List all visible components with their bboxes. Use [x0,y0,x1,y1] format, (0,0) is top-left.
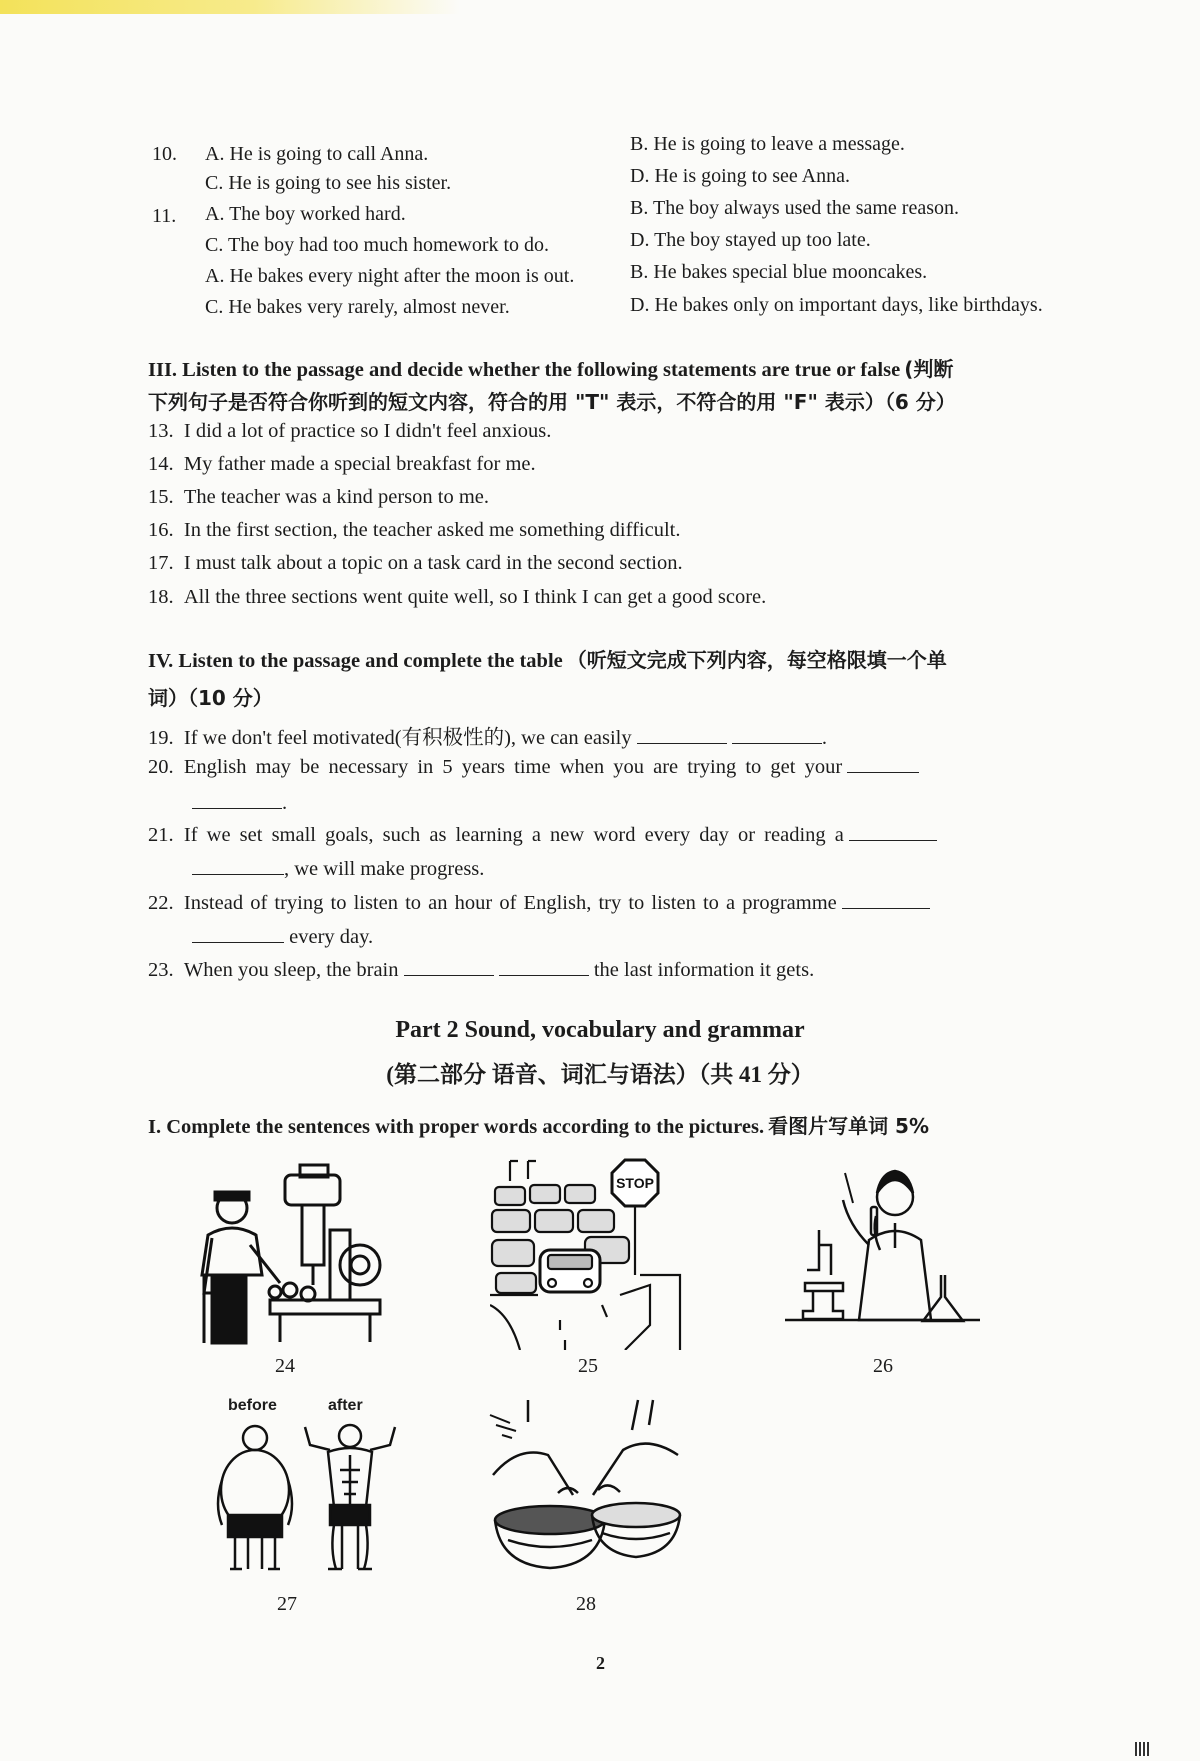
statement-item: 15. The teacher was a kind person to me. [148,486,489,508]
picture-label: 25 [578,1355,598,1377]
before-caption: before [228,1397,277,1414]
answer-blank[interactable] [192,924,284,943]
picture-label: 28 [576,1593,596,1615]
option-a: A. The boy worked hard. [205,203,406,225]
statement-item: 14. My father made a special breakfast for me. [148,453,536,475]
picture-label: 26 [873,1355,893,1377]
factory-worker-machine-illustration [190,1160,390,1345]
option-d: D. He bakes only on important days, like birthdays. [630,294,1043,316]
after-caption: after [328,1397,363,1414]
section-heading: IV. Listen to the passage and complete the table （听短文完成下列内容，每空格限填一个单 [148,648,947,672]
answer-blank[interactable] [192,856,284,875]
answer-blank[interactable] [192,790,282,809]
answer-blank[interactable] [732,725,822,744]
section-heading-cn: 下列句子是否符合你听到的短文内容，符合的用 "T" 表示，不符合的用 "F" 表示）（6 分） [148,390,956,414]
option-a: A. He bakes every night after the moon is out. [205,265,575,287]
traffic-jam-stop-sign-illustration [490,1155,685,1350]
statement-item: 17. I must talk about a topic on a task card in the second section. [148,552,683,574]
fill-item-19: 19. If we don't feel motivated(有积极性的), we can easily . [148,727,827,749]
fill-item-20-cont: . [192,790,287,815]
option-c: C. The boy had too much homework to do. [205,234,550,256]
option-c: C. He is going to see his sister. [205,172,452,194]
fill-item-22: 22. Instead of trying to listen to an hour of English, try to listen to a programme [148,890,930,915]
option-d: D. He is going to see Anna. [630,165,850,187]
qr-code-icon [1135,1742,1149,1756]
section-heading-cn: 词）（10 分） [148,686,273,710]
part-title: Part 2 Sound, vocabulary and grammar [395,1017,805,1043]
answer-blank[interactable] [637,725,727,744]
question-number: 11. [152,205,177,227]
page-number: 2 [596,1653,605,1673]
answer-blank[interactable] [847,754,919,773]
option-d: D. The boy stayed up too late. [630,229,871,251]
scan-highlight-strip [0,0,460,14]
answer-blank[interactable] [499,957,589,976]
section-heading: I. Complete the sentences with proper words according to the pictures. 看图片写单词 5% [148,1114,930,1138]
fill-item-22-cont: every day. [192,924,373,949]
option-b: B. He bakes special blue mooncakes. [630,261,928,283]
part-subtitle: (第二部分 语音、词汇与语法）（共 41 分） [386,1062,814,1087]
fill-item-21-cont: , we will make progress. [192,856,484,881]
fill-item-23: 23. When you sleep, the brain the last information it gets. [148,959,815,981]
option-a: A. He is going to call Anna. [205,143,429,165]
question-number: 10. [152,143,177,165]
statement-item: 13. I did a lot of practice so I didn't feel anxious. [148,420,552,442]
option-b: B. The boy always used the same reason. [630,197,959,219]
fill-item-21: 21. If we set small goals, such as learning a new word every day or reading a [148,822,937,847]
section-heading: III. Listen to the passage and decide whether the following statements are true or false (判断 [148,357,954,381]
picture-label: 24 [275,1355,295,1377]
answer-blank[interactable] [849,822,937,841]
picture-label: 27 [277,1593,297,1615]
option-b: B. He is going to leave a message. [630,133,905,155]
scientist-microscope-illustration [785,1165,980,1340]
before-after-fitness-illustration [210,1420,400,1575]
statement-item: 18. All the three sections went quite well, so I think I can get a good score. [148,586,767,608]
answer-blank[interactable] [404,957,494,976]
statement-item: 16. In the first section, the teacher asked me something difficult. [148,519,681,541]
stop-sign-text: STOP [616,1175,654,1191]
answer-blank[interactable] [842,890,930,909]
option-c: C. He bakes very rarely, almost never. [205,296,510,318]
mixing-food-bowls-illustration [488,1395,683,1575]
fill-item-20: 20. English may be necessary in 5 years time when you are trying to get your [148,754,1028,779]
